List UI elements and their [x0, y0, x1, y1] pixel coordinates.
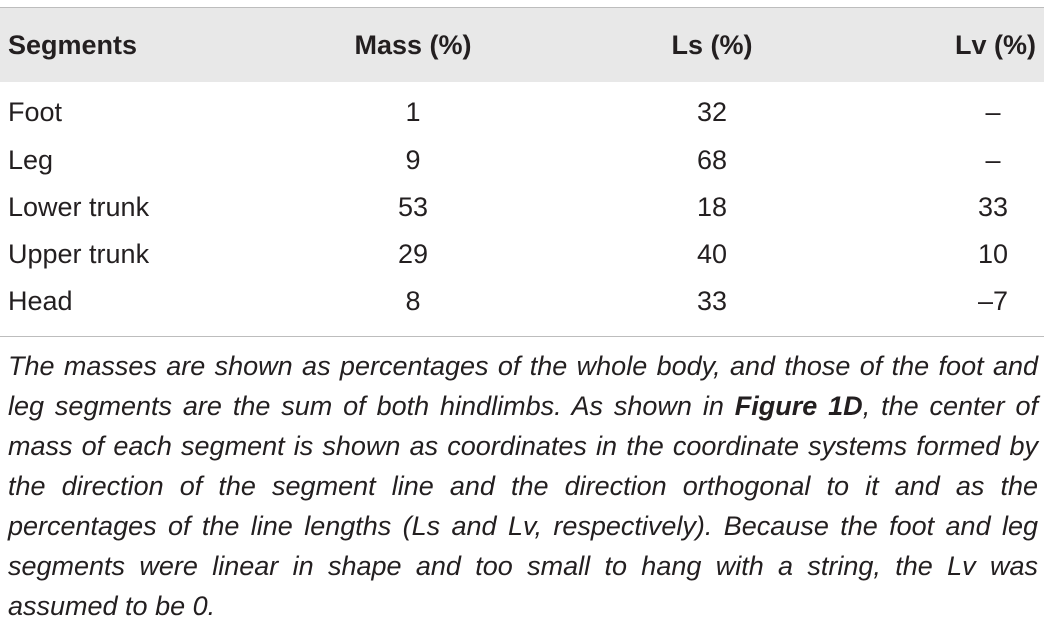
cell-lv: 33: [977, 192, 1009, 222]
caption-text-start: The masses are shown as percentages of the whole body, and those of the foot and leg segments are the sum of both hindlimbs. As shown in: [8, 351, 1038, 421]
cell-lv: –: [985, 97, 1001, 127]
table-header-row: [0, 8, 1044, 82]
header-segments: Segments: [8, 30, 138, 60]
cell-mass: 29: [397, 239, 429, 269]
cell-ls: 33: [696, 286, 728, 316]
cell-segment: Head: [8, 286, 73, 316]
cell-ls: 32: [696, 97, 728, 127]
table-bottom-rule: [0, 336, 1044, 337]
cell-segment: Lower trunk: [8, 192, 150, 222]
table-caption: [8, 346, 1038, 626]
cell-segment: Foot: [8, 97, 63, 127]
header-lv: Lv (%): [955, 30, 1036, 60]
cell-lv: –: [985, 145, 1001, 175]
cell-lv: –7: [977, 286, 1009, 316]
cell-segment: Upper trunk: [8, 239, 150, 269]
header-ls: Ls (%): [671, 30, 753, 60]
cell-ls: 68: [696, 145, 728, 175]
cell-lv: 10: [977, 239, 1009, 269]
caption-text-end: , the center of mass of each segment is shown as coordinates in the coordinate systems formed by the direction of the segment line and the direction orthogonal to it and as the percentages of the line lengths (Ls and Lv, respectively). Because the foot and leg segments were linear in shape and too small to hang with a string, the Lv was assumed to be 0.: [8, 391, 1038, 621]
cell-segment: Leg: [8, 145, 54, 175]
figure-reference-link[interactable]: Figure 1D: [734, 391, 863, 421]
cell-mass: 8: [405, 286, 421, 316]
cell-mass: 1: [405, 97, 421, 127]
cell-ls: 40: [696, 239, 728, 269]
cell-ls: 18: [696, 192, 728, 222]
header-mass: Mass (%): [354, 30, 472, 60]
cell-mass: 53: [397, 192, 429, 222]
cell-mass: 9: [405, 145, 421, 175]
